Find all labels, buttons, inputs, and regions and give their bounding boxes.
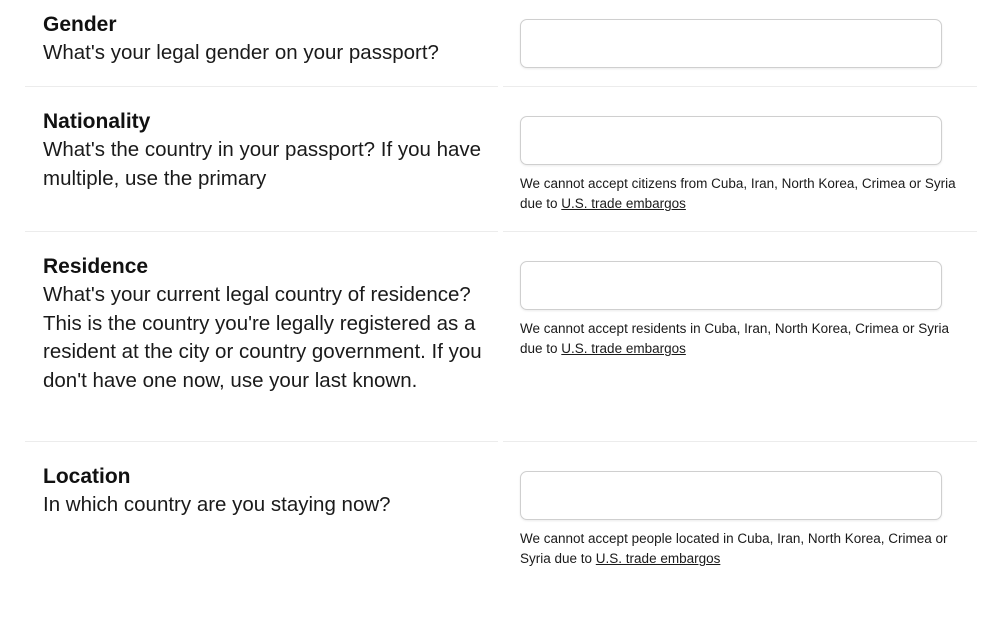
residence-embargo-link[interactable]: U.S. trade embargos [561,341,686,356]
row-divider [25,231,498,232]
nationality-input[interactable] [520,116,942,165]
residence-label-group [43,253,483,395]
row-divider [503,231,977,232]
nationality-label-group [43,108,483,193]
gender-title: Gender [43,13,117,36]
residence-hint-text: We cannot accept residents in Cuba, Iran, North Korea, Crimea or Syria due to [520,321,949,356]
residence-input[interactable] [520,261,942,310]
location-title: Location [43,465,131,488]
nationality-title: Nationality [43,110,151,133]
residence-hint [520,319,960,359]
location-description: In which country are you staying now? [43,493,391,516]
location-input[interactable] [520,471,942,520]
residence-description: What's your current legal country of residence? This is the country you're legally registered as a resident at the city or country government. If you don't have one now, use your last known. [43,283,482,392]
location-embargo-link[interactable]: U.S. trade embargos [595,551,721,566]
gender-description: What's your legal gender on your passport? [43,41,439,64]
nationality-hint [520,174,960,214]
location-hint-text: We cannot accept people located in Cuba, Iran, North Korea, Crimea or Syria due to [520,531,948,566]
row-divider [25,441,498,442]
location-label-group [43,463,483,520]
nationality-embargo-link[interactable]: U.S. trade embargos [561,196,686,211]
gender-label-group [43,11,483,68]
gender-input[interactable] [520,19,942,68]
location-input-group [520,471,960,569]
location-hint [520,529,960,569]
row-divider [503,441,977,442]
gender-input-group [520,19,960,68]
row-divider [503,86,977,87]
row-divider [25,86,498,87]
residence-input-group [520,261,960,359]
residence-title: Residence [43,255,149,278]
nationality-input-group [520,116,960,214]
nationality-description: What's the country in your passport? If you have multiple, use the primary [43,138,482,190]
nationality-hint-text: We cannot accept citizens from Cuba, Iran, North Korea, Crimea or Syria due to [520,176,956,211]
